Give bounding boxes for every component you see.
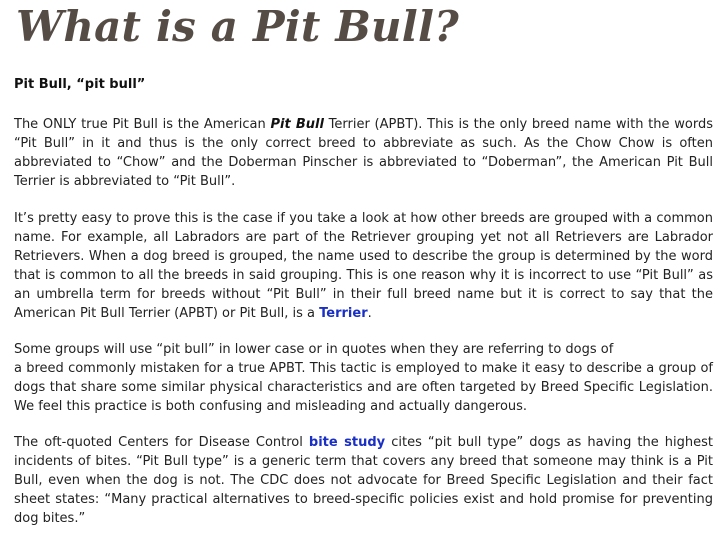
paragraph-1-text-b: Terrier (APBT). This is the only breed name with the words “Pit Bull” in it and thus is the only correct breed to abbreviate as such. As the Chow Chow is often abbreviated to “Chow” and the Doberman Pinscher is abbreviated to “Doberman”, the American Pit Bull Terrier is abbreviated to “Pit Bull”. xyxy=(14,117,713,189)
terrier-link[interactable]: Terrier xyxy=(319,306,368,321)
paragraph-4-text-a: The oft-quoted Centers for Disease Control xyxy=(14,435,309,450)
paragraph-2-text-a: It’s pretty easy to prove this is the case if you take a look at how other breeds are grouped with a common name. For example, all Labradors are part of the Retriever grouping yet not all Retrievers are Labrador Retrievers. When a dog breed is grouped, the name used to describe the group is determined by the word that is common to all the breeds in said grouping. This is one reason why it is incorrect to use “Pit Bull” as an umbrella term for breeds without “Pit Bull” in their full breed name but it is correct to say that the American Pit Bull Terrier (APBT) or Pit Bull, is a xyxy=(14,211,713,321)
paragraph-3-rest: a breed commonly mistaken for a true APBT. This tactic is employed to make it easy to describe a group of dogs that share some similar physical characteristics and are often targeted by Breed Specific Legislation. We feel this practice is both confusing and misleading and actually dangerous. xyxy=(14,361,713,414)
subheading: Pit Bull, “pit bull” xyxy=(14,77,146,92)
paragraph-4 xyxy=(14,433,713,528)
paragraph-2-text-b: . xyxy=(367,306,372,321)
bite-study-link[interactable]: bite study xyxy=(308,435,386,450)
paragraph-4-text-b: cites “pit bull type” dogs as having the highest incidents of bites. “Pit Bull type” is a generic term that covers any breed that someone may think is a Pit Bull, even when the dog is not. The CDC does not advocate for Breed Specific Legislation and their fact sheet states: “Many practical alternatives to breed-specific policies exist and hold promise for preventing dog bites.” xyxy=(14,435,713,526)
paragraph-1 xyxy=(14,115,713,191)
paragraph-1-emphasis: Pit Bull xyxy=(270,117,324,132)
paragraph-3 xyxy=(14,340,713,416)
paragraph-1-text-a: The ONLY true Pit Bull is the American xyxy=(14,117,271,132)
paragraph-2 xyxy=(14,209,713,323)
paragraph-3-line-1: Some groups will use “pit bull” in lower case or in quotes when they are referring to dogs of xyxy=(14,342,614,357)
page-title: What is a Pit Bull? xyxy=(16,2,459,51)
